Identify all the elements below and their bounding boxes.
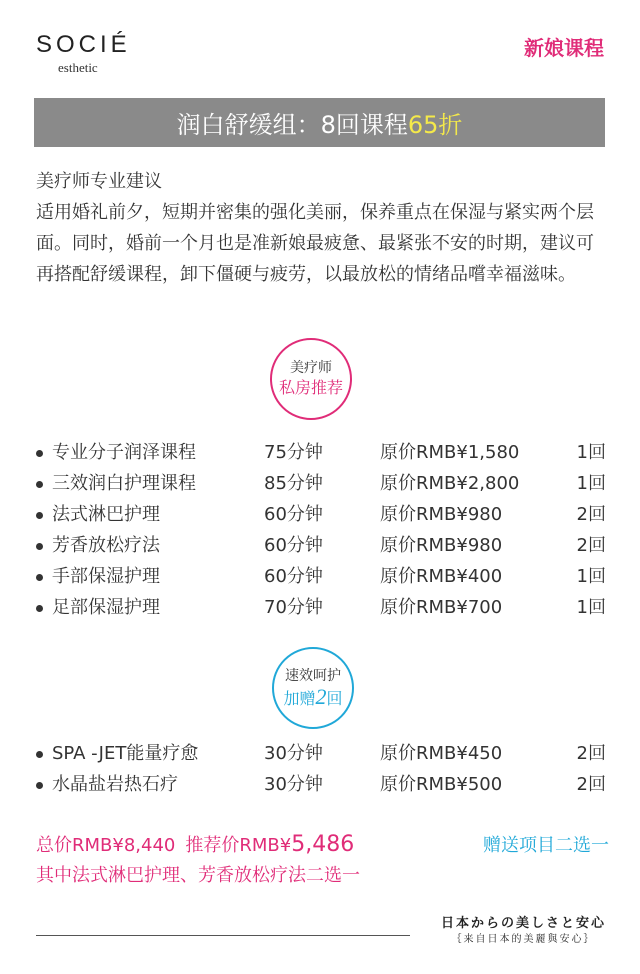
intro-section: [36, 166, 611, 290]
bonus-course-list: [36, 738, 610, 800]
brand-logo: [36, 30, 131, 76]
course-duration: 60分钟: [264, 566, 323, 587]
course-item: [36, 561, 610, 592]
course-price: 原价RMB¥400: [380, 566, 503, 587]
course-count: 1回: [576, 473, 606, 494]
course-name: 专业分子润泽课程: [52, 442, 196, 463]
course-duration: 60分钟: [264, 504, 323, 525]
title-main: 润白舒缓组：8回课程: [176, 111, 408, 139]
course-duration: 30分钟: [264, 774, 323, 795]
bullet-icon: [36, 512, 43, 519]
course-count: 2回: [576, 535, 606, 556]
course-price: 原价RMB¥700: [380, 597, 503, 618]
bullet-icon: [36, 574, 43, 581]
intro-body: 适用婚礼前夕，短期并密集的强化美丽，保养重点在保湿与紧实两个层面。同时，婚前一个月也是准新娘最疲惫、最紧张不安的时期，建议可再搭配舒缓课程，卸下僵硬与疲劳，以最放松的情绪品嚐幸福滋味。: [36, 202, 594, 285]
course-price: 原价RMB¥450: [380, 743, 503, 764]
course-name: 芳香放松疗法: [52, 535, 160, 556]
course-name: 法式淋巴护理: [52, 504, 160, 525]
course-duration: 75分钟: [264, 442, 323, 463]
recommend-badge-line2: 私房推荐: [278, 380, 343, 397]
bullet-icon: [36, 751, 43, 758]
totals-line: [36, 830, 611, 861]
course-list: [36, 437, 610, 623]
footer-divider: [36, 935, 410, 936]
bonus-course-item: [36, 738, 610, 769]
course-price: 原价RMB¥500: [380, 774, 503, 795]
bonus-badge-prefix: 加赠: [283, 690, 316, 708]
bonus-course-item: [36, 769, 610, 800]
footer-tagline-jp: 日本からの美しさと安心: [440, 916, 606, 931]
course-item: [36, 437, 610, 468]
bullet-icon: [36, 782, 43, 789]
course-name: SPA -JET能量疗愈: [52, 743, 199, 764]
course-count: 1回: [576, 597, 606, 618]
course-count: 1回: [576, 566, 606, 587]
bonus-badge-line1: 速效呵护: [285, 667, 341, 684]
course-name: 足部保湿护理: [52, 597, 160, 618]
course-price: 原价RMB¥2,800: [380, 473, 520, 494]
course-item: [36, 468, 610, 499]
course-name: 手部保湿护理: [52, 566, 160, 587]
bonus-badge-number: 2: [315, 683, 327, 709]
course-duration: 30分钟: [264, 743, 323, 764]
gift-label: 赠送项目二选一: [483, 835, 609, 856]
course-name: 水晶盐岩热石疗: [52, 774, 178, 795]
footer-tagline: [441, 915, 606, 947]
brand-name: SOCIÉ: [36, 31, 131, 58]
bullet-icon: [36, 481, 43, 488]
totals-section: [36, 830, 611, 891]
course-price: 原价RMB¥1,580: [380, 442, 520, 463]
course-name: 三效润白护理课程: [52, 473, 196, 494]
bullet-icon: [36, 605, 43, 612]
course-price: 原价RMB¥980: [380, 504, 503, 525]
bonus-badge-suffix: 回: [326, 690, 343, 708]
course-duration: 60分钟: [264, 535, 323, 556]
totals-note: 其中法式淋巴护理、芳香放松疗法二选一: [36, 865, 360, 886]
title-bar: [34, 98, 605, 147]
recommended-price-label: 推荐价RMB¥: [185, 835, 292, 856]
course-item: [36, 592, 610, 623]
course-duration: 85分钟: [264, 473, 323, 494]
course-count: 2回: [576, 774, 606, 795]
course-count: 1回: [576, 442, 606, 463]
recommend-badge: [270, 338, 352, 420]
category-label: 新娘课程: [524, 36, 604, 60]
intro-heading: 美疗师专业建议: [36, 171, 162, 192]
brand-subtitle: esthetic: [58, 60, 98, 75]
footer-tagline-cn: ｛来自日本的美麗與安心｝: [451, 934, 596, 945]
recommend-badge-line1: 美疗师: [290, 360, 332, 376]
course-duration: 70分钟: [264, 597, 323, 618]
title-highlight: 65折: [407, 111, 463, 139]
bonus-badge-line2: [283, 683, 343, 711]
recommended-price-value: 5,486: [291, 832, 355, 857]
course-price: 原价RMB¥980: [380, 535, 503, 556]
recommended-price: [185, 830, 354, 861]
total-price: 总价RMB¥8,440: [36, 835, 176, 856]
bonus-badge: [272, 647, 354, 729]
bullet-icon: [36, 450, 43, 457]
course-count: 2回: [576, 504, 606, 525]
course-count: 2回: [576, 743, 606, 764]
bullet-icon: [36, 543, 43, 550]
course-item: [36, 499, 610, 530]
course-item: [36, 530, 610, 561]
